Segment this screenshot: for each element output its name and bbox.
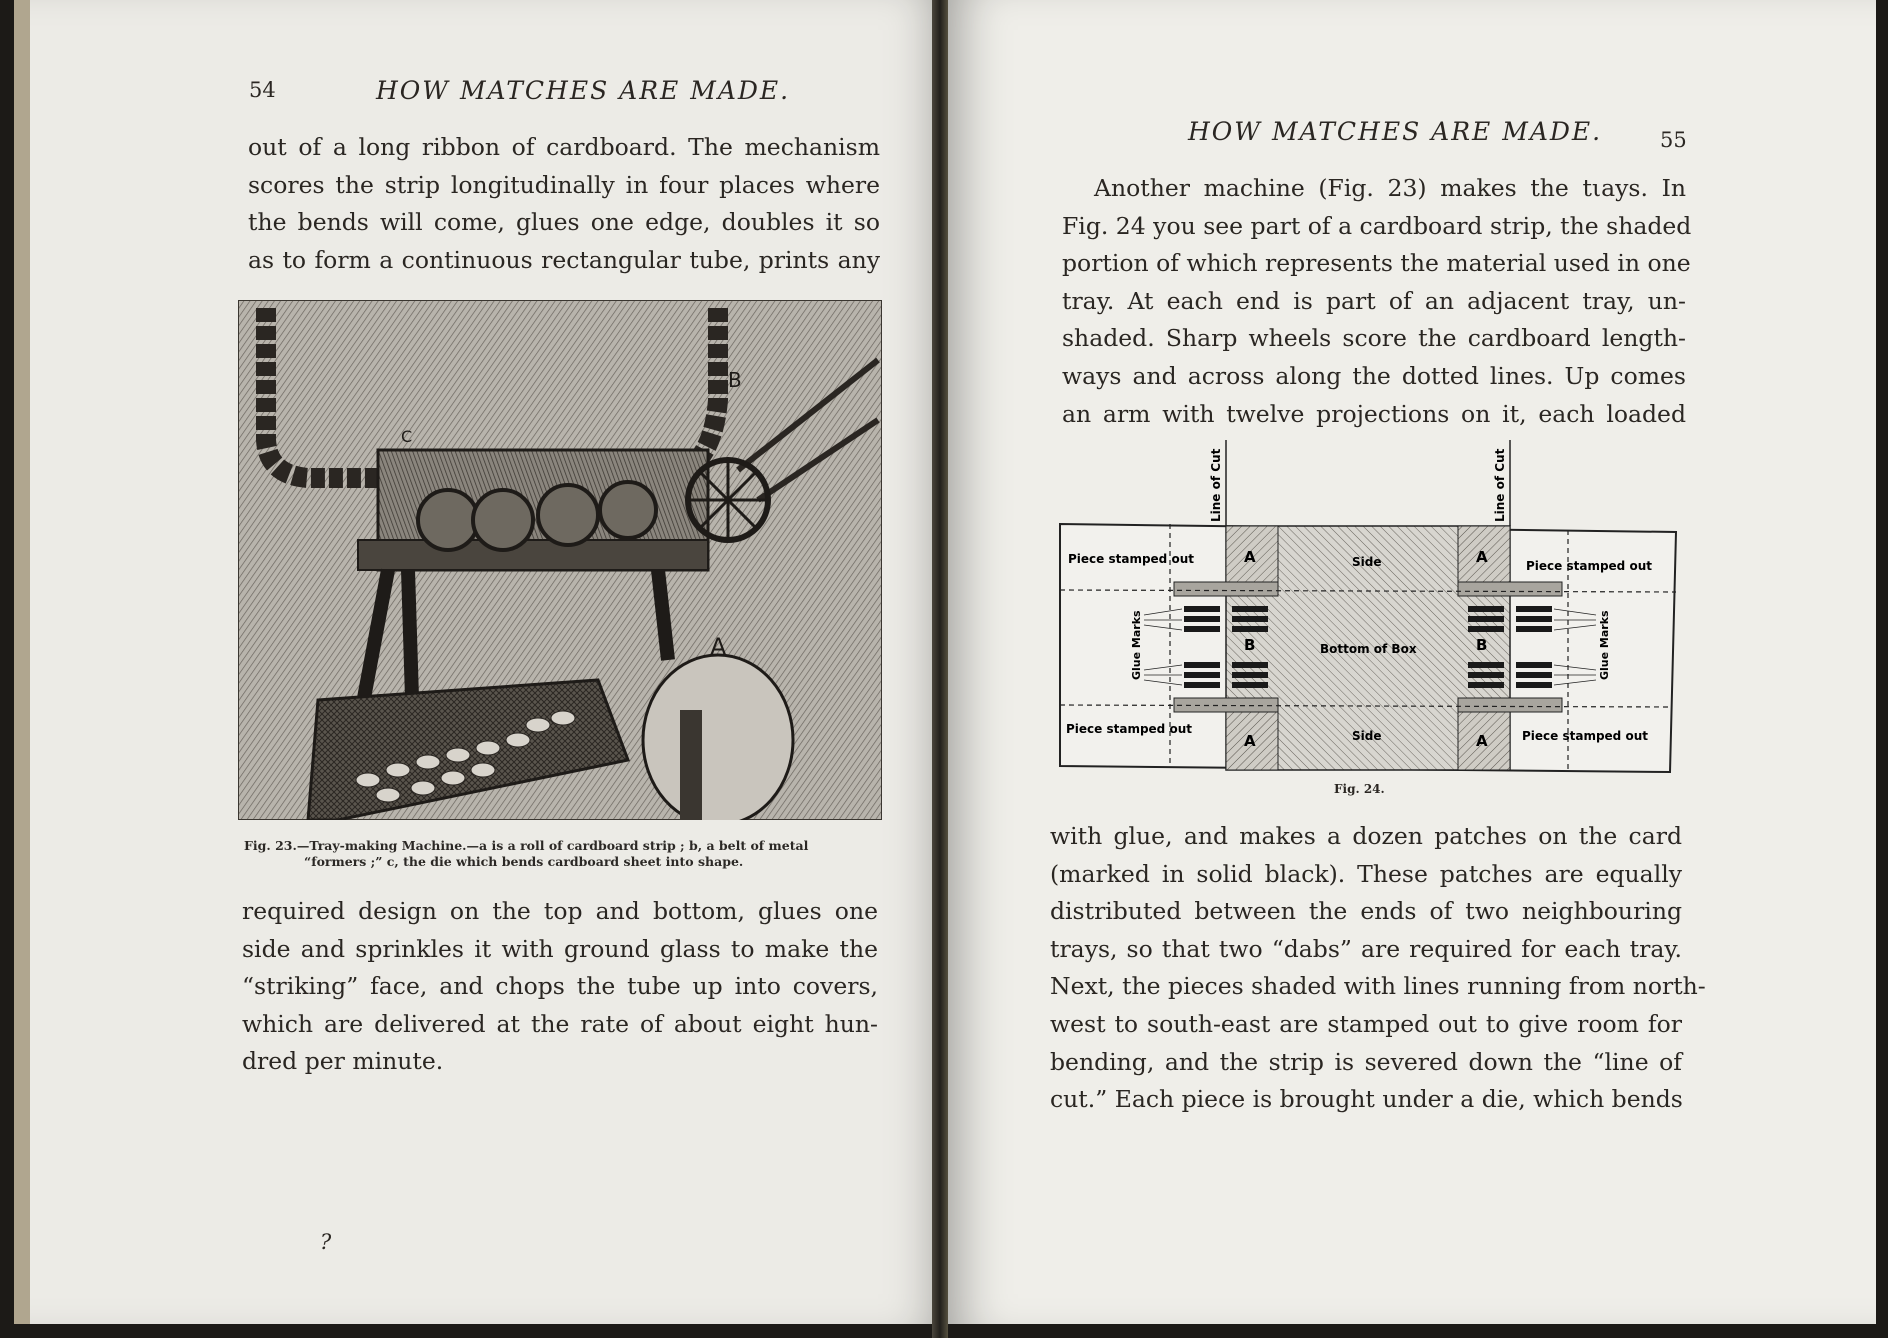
bottom-of-box-label: Bottom of Box <box>1320 642 1417 656</box>
margin-mark: ? <box>320 1230 332 1254</box>
page-number-left: 54 <box>249 78 276 102</box>
piece-stamped-out-top-right: Piece stamped out <box>1526 559 1652 573</box>
book-gutter <box>932 0 948 1338</box>
a-label: A <box>1244 548 1256 566</box>
text-line: which are delivered at the rate of about eight hun- <box>242 1009 878 1038</box>
text-line: (marked in solid black). These patches are equally <box>1050 859 1682 888</box>
b-label: B <box>1244 636 1256 654</box>
text-line: portion of which represents the material used in one <box>1062 249 1691 278</box>
a-label: A <box>1476 548 1488 566</box>
a-label: A <box>1244 732 1256 750</box>
b-label: B <box>1476 636 1488 654</box>
a-label: A <box>1476 732 1488 750</box>
left-top-text <box>248 129 880 279</box>
piece-stamped-out-top-left: Piece stamped out <box>1068 552 1194 566</box>
caption-line: “formers ;” c, the die which bends cardboard sheet into shape. <box>304 854 744 869</box>
text-line: Next, the pieces shaded with lines running from north- <box>1050 972 1706 1001</box>
figure-24-caption: Fig. 24. <box>1334 782 1385 796</box>
line-of-cut-left: Line of Cut <box>1209 448 1223 522</box>
label-c: C <box>401 427 413 446</box>
text-line: shaded. Sharp wheels score the cardboard length- <box>1062 324 1686 353</box>
text-line: west to south-east are stamped out to give room for <box>1050 1009 1682 1038</box>
right-page <box>948 0 1876 1324</box>
running-head-left: HOW MATCHES ARE MADE. <box>376 76 791 105</box>
text-line: with glue, and makes a dozen patches on the card <box>1050 822 1682 850</box>
glue-marks-left: Glue Marks <box>1130 610 1143 680</box>
text-line: scores the strip longitudinally in four places where <box>248 170 880 199</box>
side-top-label: Side <box>1352 555 1382 569</box>
right-top-text <box>1062 170 1692 433</box>
label-a: A <box>710 633 727 661</box>
piece-stamped-out-bottom-right: Piece stamped out <box>1522 729 1648 743</box>
label-b: B <box>728 368 742 392</box>
text-line: distributed between the ends of two neighbouring <box>1050 897 1682 926</box>
figure-23-caption <box>244 838 884 870</box>
line-of-cut-right: Line of Cut <box>1493 448 1507 522</box>
text-line: Another machine (Fig. 23) makes the tιays. In <box>1094 174 1686 202</box>
text-line: “striking” face, and chops the tube up into covers, <box>242 972 878 1001</box>
text-line: cut.” Each piece is brought under a die, which bends <box>1050 1085 1683 1114</box>
right-bottom-text <box>1050 818 1706 1119</box>
left-page <box>14 0 948 1324</box>
left-bottom-text <box>242 893 878 1081</box>
text-line: out of a long ribbon of cardboard. The mechanism <box>248 133 880 161</box>
text-line: bending, and the strip is severed down the “line of <box>1050 1047 1682 1076</box>
text-line: as to form a continuous rectangular tube, prints any <box>248 245 880 274</box>
text-line: Fig. 24 you see part of a cardboard strip, the shaded <box>1062 211 1692 240</box>
text-line: the bends will come, glues one edge, doubles it so <box>248 208 880 237</box>
side-bottom-label: Side <box>1352 729 1382 743</box>
text-line: ways and across along the dotted lines. Up comes <box>1062 361 1686 390</box>
glue-marks-right: Glue Marks <box>1598 610 1611 680</box>
text-line: required design on the top and bottom, glues one <box>242 897 878 925</box>
tray-making-machine-illustration <box>238 300 882 820</box>
page-number-right: 55 <box>1660 128 1687 152</box>
text-line: an arm with twelve projections on it, each loaded <box>1062 399 1686 428</box>
text-line: dred per minute. <box>242 1047 444 1076</box>
caption-line: Fig. 23.—Tray-making Machine.—a is a roll of cardboard strip ; b, a belt of metal <box>244 838 809 853</box>
text-line: trays, so that two “dabs” are required for each tray. <box>1050 934 1682 963</box>
text-line: side and sprinkles it with ground glass to make the <box>242 934 878 963</box>
cardboard-strip-diagram <box>1056 440 1688 780</box>
text-line: tray. At each end is part of an adjacent tray, un- <box>1062 286 1686 315</box>
running-head-right: HOW MATCHES ARE MADE. <box>1188 117 1603 146</box>
piece-stamped-out-bottom-left: Piece stamped out <box>1066 722 1192 736</box>
